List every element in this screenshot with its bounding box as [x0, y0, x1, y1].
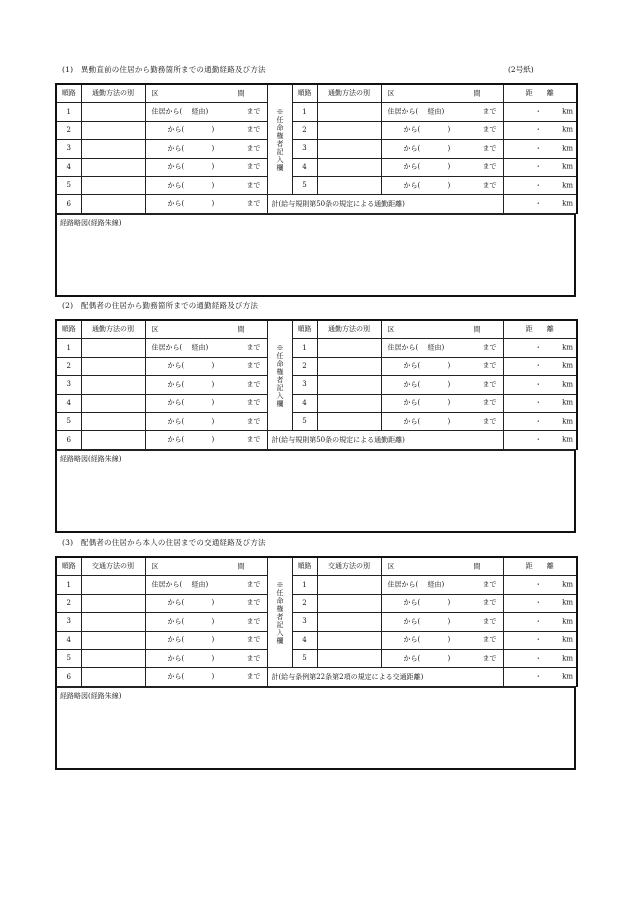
order-cell: 5 — [292, 649, 317, 667]
route-row — [56, 431, 577, 449]
appointer-note: ※任命権者記入欄 — [276, 343, 284, 408]
section-title: (2) 配偶者の住居から勤務箇所までの通勤経路及び方法 — [62, 301, 259, 310]
order-cell: 6 — [56, 195, 81, 213]
distance-cell[interactable]: ・ km — [503, 394, 577, 412]
section-header: 区 間 — [145, 84, 267, 103]
method-cell[interactable] — [317, 140, 381, 158]
distance-cell[interactable]: ・ km — [503, 339, 577, 357]
method-cell[interactable] — [81, 576, 145, 594]
order-header: 順路 — [56, 557, 81, 576]
segment-cell[interactable]: から( ) まで — [145, 394, 267, 412]
route-map-label: 経路略図(経路朱線) — [60, 691, 122, 700]
method-cell[interactable] — [317, 103, 381, 121]
order-cell: 3 — [56, 376, 81, 394]
header-row — [56, 320, 577, 339]
segment-cell[interactable]: から( ) まで — [145, 357, 267, 375]
section-header: 区 間 — [145, 557, 267, 576]
order-cell: 2 — [292, 594, 317, 612]
order-cell: 4 — [292, 394, 317, 412]
route-row — [56, 158, 577, 176]
appointer-note-column — [267, 84, 292, 195]
distance-header: 距 離 — [503, 557, 577, 576]
segment-cell[interactable]: から( ) まで — [145, 376, 267, 394]
method-cell[interactable] — [317, 576, 381, 594]
route-row — [56, 140, 577, 158]
route-map-label: 経路略図(経路朱線) — [60, 218, 122, 227]
order-cell: 2 — [292, 357, 317, 375]
segment-cell[interactable]: 住居から( 経由) まで — [381, 103, 503, 121]
distance-cell[interactable]: ・ km — [503, 176, 577, 194]
method-cell[interactable] — [81, 195, 145, 213]
route-row — [56, 649, 577, 667]
method-cell[interactable] — [81, 394, 145, 412]
header-row — [56, 557, 577, 576]
segment-cell[interactable]: から( ) まで — [381, 649, 503, 667]
method-header: 通勤方法の別 — [317, 84, 381, 103]
order-cell: 2 — [56, 594, 81, 612]
method-cell[interactable] — [81, 357, 145, 375]
appointer-note: ※任命権者記入欄 — [276, 580, 284, 645]
segment-cell[interactable]: 住居から( 経由) まで — [145, 339, 267, 357]
route-map-area[interactable] — [55, 687, 576, 770]
order-cell: 1 — [56, 103, 81, 121]
order-cell: 5 — [56, 412, 81, 430]
route-table-block — [55, 319, 576, 533]
section-title: (3) 配偶者の住居から本人の住居までの交通経路及び方法 — [62, 538, 266, 547]
distance-cell[interactable]: ・ km — [503, 431, 577, 449]
order-cell: 5 — [56, 649, 81, 667]
method-cell[interactable] — [317, 357, 381, 375]
method-cell[interactable] — [317, 176, 381, 194]
order-cell: 1 — [292, 576, 317, 594]
route-table — [55, 83, 578, 214]
order-cell: 1 — [292, 339, 317, 357]
order-cell: 5 — [56, 176, 81, 194]
method-cell[interactable] — [81, 376, 145, 394]
segment-cell[interactable]: から( ) まで — [145, 594, 267, 612]
order-cell: 4 — [56, 394, 81, 412]
distance-cell[interactable]: ・ km — [503, 613, 577, 631]
order-cell: 2 — [56, 121, 81, 139]
segment-cell[interactable]: から( ) まで — [381, 357, 503, 375]
segment-cell[interactable]: から( ) まで — [381, 376, 503, 394]
method-header: 交通方法の別 — [317, 557, 381, 576]
method-header: 交通方法の別 — [81, 557, 145, 576]
order-cell: 3 — [56, 613, 81, 631]
segment-cell[interactable]: から( ) まで — [145, 431, 267, 449]
order-cell: 4 — [292, 158, 317, 176]
segment-cell[interactable]: から( ) まで — [145, 649, 267, 667]
method-header: 通勤方法の別 — [81, 320, 145, 339]
section-header: 区 間 — [381, 557, 503, 576]
distance-cell[interactable]: ・ km — [503, 158, 577, 176]
order-header: 順路 — [292, 557, 317, 576]
route-row — [56, 576, 577, 594]
segment-cell[interactable]: から( ) まで — [145, 121, 267, 139]
method-cell[interactable] — [317, 412, 381, 430]
segment-cell[interactable]: から( ) まで — [381, 176, 503, 194]
order-cell: 4 — [292, 631, 317, 649]
total-distance-label: 計(給与規則第50条の規定による通勤距離) — [267, 431, 503, 449]
method-cell[interactable] — [81, 613, 145, 631]
route-row — [56, 412, 577, 430]
method-cell[interactable] — [317, 394, 381, 412]
route-row — [56, 103, 577, 121]
appointer-note-column — [267, 557, 292, 668]
segment-cell[interactable]: 住居から( 経由) まで — [381, 339, 503, 357]
distance-cell[interactable]: ・ km — [503, 631, 577, 649]
route-row — [56, 339, 577, 357]
method-cell[interactable] — [317, 613, 381, 631]
order-cell: 4 — [56, 631, 81, 649]
distance-cell[interactable]: ・ km — [503, 121, 577, 139]
order-cell: 2 — [56, 357, 81, 375]
route-table-block — [55, 556, 576, 770]
route-row — [56, 668, 577, 686]
distance-header: 距 離 — [503, 84, 577, 103]
segment-cell[interactable]: 住居から( 経由) まで — [145, 576, 267, 594]
method-cell[interactable] — [81, 631, 145, 649]
route-row — [56, 121, 577, 139]
route-row — [56, 594, 577, 612]
segment-cell[interactable]: から( ) まで — [145, 158, 267, 176]
segment-cell[interactable]: から( ) まで — [381, 594, 503, 612]
distance-cell[interactable]: ・ km — [503, 195, 577, 213]
segment-cell[interactable]: から( ) まで — [381, 631, 503, 649]
distance-cell[interactable]: ・ km — [503, 649, 577, 667]
order-cell: 6 — [56, 668, 81, 686]
segment-cell[interactable]: から( ) まで — [381, 412, 503, 430]
distance-header: 距 離 — [503, 320, 577, 339]
method-cell[interactable] — [317, 649, 381, 667]
section-header: 区 間 — [381, 320, 503, 339]
order-cell: 2 — [292, 121, 317, 139]
distance-cell[interactable]: ・ km — [503, 103, 577, 121]
total-distance-label: 計(給与規則第50条の規定による通勤距離) — [267, 195, 503, 213]
segment-cell[interactable]: から( ) まで — [145, 412, 267, 430]
segment-cell[interactable]: 住居から( 経由) まで — [381, 576, 503, 594]
appointer-note-column — [267, 320, 292, 431]
method-cell[interactable] — [81, 431, 145, 449]
method-cell[interactable] — [81, 176, 145, 194]
segment-cell[interactable]: から( ) まで — [145, 631, 267, 649]
route-map-area[interactable] — [55, 450, 576, 533]
order-cell: 5 — [292, 412, 317, 430]
order-cell: 1 — [56, 339, 81, 357]
distance-cell[interactable]: ・ km — [503, 412, 577, 430]
segment-cell[interactable]: から( ) まで — [381, 158, 503, 176]
segment-cell[interactable]: から( ) まで — [145, 668, 267, 686]
segment-cell[interactable]: から( ) まで — [145, 195, 267, 213]
method-header: 通勤方法の別 — [317, 320, 381, 339]
total-distance-label: 計(給与条例第22条第2項の規定による交通距離) — [267, 668, 503, 686]
method-cell[interactable] — [317, 376, 381, 394]
method-cell[interactable] — [81, 158, 145, 176]
distance-cell[interactable]: ・ km — [503, 668, 577, 686]
order-cell: 4 — [56, 158, 81, 176]
section-title: (1) 異動直前の住居から勤務箇所までの通勤経路及び方法 — [62, 65, 266, 74]
distance-cell[interactable]: ・ km — [503, 594, 577, 612]
order-header: 順路 — [292, 320, 317, 339]
method-cell[interactable] — [317, 594, 381, 612]
appointer-note: ※任命権者記入欄 — [276, 107, 284, 172]
order-cell: 3 — [292, 613, 317, 631]
section-header: 区 間 — [145, 320, 267, 339]
segment-cell[interactable]: から( ) まで — [381, 121, 503, 139]
route-table — [55, 556, 578, 687]
distance-cell[interactable]: ・ km — [503, 357, 577, 375]
form-number: (2号紙) — [508, 65, 534, 74]
order-header: 順路 — [56, 84, 81, 103]
order-cell: 5 — [292, 176, 317, 194]
order-cell: 1 — [56, 576, 81, 594]
method-cell[interactable] — [317, 121, 381, 139]
method-cell[interactable] — [81, 412, 145, 430]
route-row — [56, 631, 577, 649]
order-cell: 3 — [56, 140, 81, 158]
route-row — [56, 195, 577, 213]
method-cell[interactable] — [81, 339, 145, 357]
method-cell[interactable] — [317, 339, 381, 357]
segment-cell[interactable]: 住居から( 経由) まで — [145, 103, 267, 121]
method-cell[interactable] — [81, 668, 145, 686]
order-header: 順路 — [292, 84, 317, 103]
route-row — [56, 376, 577, 394]
method-cell[interactable] — [317, 631, 381, 649]
distance-cell[interactable]: ・ km — [503, 576, 577, 594]
method-header: 通勤方法の別 — [81, 84, 145, 103]
method-cell[interactable] — [317, 158, 381, 176]
method-cell[interactable] — [81, 649, 145, 667]
section-header: 区 間 — [381, 84, 503, 103]
method-cell[interactable] — [81, 121, 145, 139]
segment-cell[interactable]: から( ) まで — [381, 140, 503, 158]
method-cell[interactable] — [81, 140, 145, 158]
route-row — [56, 394, 577, 412]
order-cell: 3 — [292, 376, 317, 394]
method-cell[interactable] — [81, 594, 145, 612]
route-table-block — [55, 83, 576, 297]
segment-cell[interactable]: から( ) まで — [145, 176, 267, 194]
segment-cell[interactable]: から( ) まで — [145, 140, 267, 158]
order-cell: 3 — [292, 140, 317, 158]
order-cell: 1 — [292, 103, 317, 121]
segment-cell[interactable]: から( ) まで — [381, 613, 503, 631]
route-row — [56, 176, 577, 194]
header-row — [56, 84, 577, 103]
route-row — [56, 357, 577, 375]
order-header: 順路 — [56, 320, 81, 339]
distance-cell[interactable]: ・ km — [503, 140, 577, 158]
order-cell: 6 — [56, 431, 81, 449]
distance-cell[interactable]: ・ km — [503, 376, 577, 394]
segment-cell[interactable]: から( ) まで — [145, 613, 267, 631]
route-map-label: 経路略図(経路朱線) — [60, 454, 122, 463]
route-map-area[interactable] — [55, 214, 576, 297]
route-row — [56, 613, 577, 631]
segment-cell[interactable]: から( ) まで — [381, 394, 503, 412]
method-cell[interactable] — [81, 103, 145, 121]
route-table — [55, 319, 578, 450]
